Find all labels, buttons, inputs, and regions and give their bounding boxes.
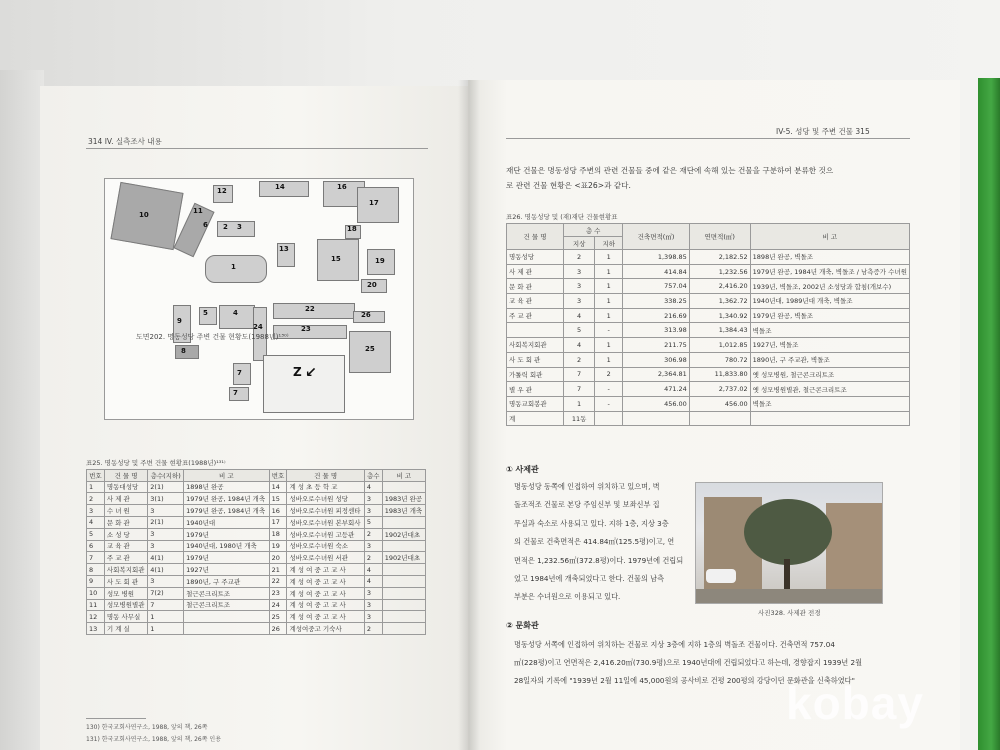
table-cell: 9 [87, 575, 105, 587]
table-cell: 4 [87, 516, 105, 528]
map-label-9: 9 [177, 317, 182, 325]
table-cell [184, 623, 269, 635]
table-cell: 2 [364, 623, 382, 635]
table-row [87, 481, 426, 493]
map-label-10: 10 [139, 211, 149, 219]
table-cell: 2 [364, 528, 382, 540]
table-cell: 1979년 완공, 벽돌조 [750, 308, 909, 323]
table-cell: 3 [148, 575, 184, 587]
table-cell: 4(1) [148, 564, 184, 576]
table26-caption: 표26. 명동성당 및 (재)재단 건물현황표 [506, 213, 618, 221]
table-cell: 14 [269, 481, 287, 493]
table-cell: 11동 [564, 411, 595, 426]
col-header: 층 수 [564, 224, 623, 237]
col-subheader: 지하 [595, 237, 623, 250]
map-label-4: 4 [233, 309, 238, 317]
table-cell: 1 [564, 396, 595, 411]
table-cell: 3 [364, 599, 382, 611]
map-label-5: 5 [203, 309, 208, 317]
text-line: ㎡(228평)이고 연면적은 2,416.20㎡(730.9평)으로 1940년대에 건립되었다고 하는데, 경향잡지 1939년 2월 [514, 658, 863, 667]
building-1 [205, 255, 267, 283]
table-row [507, 279, 910, 294]
footnote-130: 130) 한국교회사연구소, 1988, 앞의 책, 26쪽 [86, 724, 208, 731]
table-cell: 문 화 관 [104, 516, 147, 528]
table-cell: 계 성 초 등 학 교 [287, 481, 364, 493]
col-header: 건 물 명 [287, 470, 364, 482]
table-row [507, 367, 910, 382]
table-cell: 23 [269, 587, 287, 599]
header-rule [86, 148, 428, 149]
intro-line: 로 관련 건물 현황은 <표26>과 같다. [506, 180, 631, 190]
table-row [87, 540, 426, 552]
north-marker: Z [293, 365, 302, 379]
table-cell: 16 [269, 505, 287, 517]
table-cell: 성바오로수녀원 성당 [287, 493, 364, 505]
map-label-19: 19 [375, 257, 385, 265]
tree-trunk [784, 559, 790, 593]
table-cell: 2 [564, 352, 595, 367]
table-cell: 벽돌조 [750, 396, 909, 411]
col-header: 비 고 [382, 470, 425, 482]
building-table-1988 [86, 469, 426, 635]
table-cell: 가톨릭 회관 [507, 367, 564, 382]
table-row [87, 587, 426, 599]
table-row [507, 250, 910, 265]
table-cell: 1979년 완공, 1984년 개축, 벽돌조 / 남측증가 수녀원 [750, 264, 909, 279]
table-cell: 19 [269, 540, 287, 552]
table-cell: 4 [364, 575, 382, 587]
table-row [507, 264, 910, 279]
table-cell: 1983년 완공 [382, 493, 425, 505]
map-caption: 도면202. 명동성당 주변 건물 현황도(1988년)¹³⁰⁾ [136, 333, 289, 341]
table-row [87, 528, 426, 540]
green-book-cover [978, 78, 1000, 750]
table-cell: 1,232.56 [689, 264, 750, 279]
building-8 [175, 345, 199, 359]
col-header: 건축면적(㎡) [623, 224, 690, 250]
table-cell: 1,384.43 [689, 323, 750, 338]
table-row [87, 493, 426, 505]
map-label-2: 2 [223, 223, 228, 231]
table-cell: 8 [87, 564, 105, 576]
col-header: 번호 [269, 470, 287, 482]
table-cell: 성바오로수녀원 본부회사 [287, 516, 364, 528]
table-cell: 7 [564, 382, 595, 397]
table-cell: 사 도 회 관 [104, 575, 147, 587]
map-label-11: 11 [193, 207, 203, 215]
table-cell: 4 [564, 308, 595, 323]
map-label-15: 15 [331, 255, 341, 263]
building-5 [199, 307, 217, 325]
table-row [507, 338, 910, 353]
table-cell: 3 [364, 505, 382, 517]
table-row [87, 623, 426, 635]
table-cell: 757.04 [623, 279, 690, 294]
table-row [87, 552, 426, 564]
table-cell: 7 [564, 367, 595, 382]
table-cell: 2 [87, 493, 105, 505]
table-cell [184, 611, 269, 623]
table-cell: 306.98 [623, 352, 690, 367]
table-cell: 1902년대초 [382, 528, 425, 540]
text-line: 었고 1984년에 개축되었다고 한다. 건물의 남측 [514, 574, 665, 584]
table-cell: 1 [87, 481, 105, 493]
north-arrow-icon: ↙ [305, 365, 317, 381]
table-cell: - [595, 382, 623, 397]
table-cell: 1927년, 벽돌조 [750, 338, 909, 353]
map-label-25: 25 [365, 345, 375, 353]
map-label-20: 20 [367, 281, 377, 289]
table-cell: 계 성 여 중 고 교 사 [287, 599, 364, 611]
table-cell: 2,182.52 [689, 250, 750, 265]
map-label-12: 12 [217, 187, 227, 195]
table-cell: 26 [269, 623, 287, 635]
map-label-13: 13 [279, 245, 289, 253]
table-cell [382, 540, 425, 552]
table-cell: 21 [269, 564, 287, 576]
table-cell: 1902년대초 [382, 552, 425, 564]
map-label-16: 16 [337, 183, 347, 191]
table-cell: 성모병원별관 [104, 599, 147, 611]
table-row [87, 564, 426, 576]
table-cell: 18 [269, 528, 287, 540]
rectory-paragraph [514, 478, 694, 607]
table-row [507, 411, 910, 426]
table-cell: 소 성 당 [104, 528, 147, 540]
table-cell: 성바오로수녀원 고등관 [287, 528, 364, 540]
table-cell: 1890년, 구 주교관, 벽돌조 [750, 352, 909, 367]
table-cell [750, 411, 909, 426]
ground [696, 589, 882, 603]
tree [744, 499, 832, 565]
table-cell: 1 [148, 623, 184, 635]
text-line: 무실과 숙소로 사용되고 있다. 지하 1층, 지상 3층 [514, 518, 669, 528]
map-label-23: 23 [301, 325, 311, 333]
table-cell: 456.00 [689, 396, 750, 411]
table-cell: 2 [364, 552, 382, 564]
table-cell: 사 제 관 [104, 493, 147, 505]
table-cell: 1 [595, 264, 623, 279]
right-page-header: IV-5. 성당 및 주변 건물 315 [776, 127, 870, 136]
table-row [87, 575, 426, 587]
table-cell: 1 [595, 352, 623, 367]
table-cell: 옛 성모병원별관, 철근콘크리트조 [750, 382, 909, 397]
table-cell: 211.75 [623, 338, 690, 353]
table-cell: 주 교 관 [507, 308, 564, 323]
text-line: 28일자의 기록에 "1939년 2월 11일에 45,000원의 공사비로 건평 200평의 강당이던 문화관을 신축하였다" [514, 676, 855, 685]
table-cell [382, 481, 425, 493]
table-row [507, 308, 910, 323]
table-cell: 1939년, 벽돌조, 2002년 소성당과 합침(개보수) [750, 279, 909, 294]
table-row [87, 505, 426, 517]
building-facade [826, 503, 882, 593]
table-cell: 3 [364, 611, 382, 623]
table-cell: 계 성 여 중 고 교 사 [287, 564, 364, 576]
table-row [87, 516, 426, 528]
table-cell: 계 성 여 중 고 교 사 [287, 575, 364, 587]
table-cell: 사 도 회 관 [507, 352, 564, 367]
site-map [104, 178, 414, 420]
building-7b [229, 387, 249, 401]
table-cell: 1898년 완공 [184, 481, 269, 493]
text-line: 명동성당 동쪽에 인접하여 위치하고 있으며, 벽 [514, 482, 660, 491]
table-cell: 교 육 관 [104, 540, 147, 552]
map-label-8: 8 [181, 347, 186, 355]
table-cell: 2 [595, 367, 623, 382]
table-cell: 1 [595, 294, 623, 309]
table-cell: 7 [148, 599, 184, 611]
map-label-22: 22 [305, 305, 315, 313]
table-row [507, 352, 910, 367]
table-cell [595, 411, 623, 426]
table-cell: 1927년 [184, 564, 269, 576]
table-cell: 성바오로수녀원 서관 [287, 552, 364, 564]
section-heading-rectory: ① 사제관 [506, 465, 539, 474]
table-cell: 철근콘크리트조 [184, 587, 269, 599]
col-subheader: 지상 [564, 237, 595, 250]
table-cell: 3 [87, 505, 105, 517]
book-gutter [458, 80, 480, 750]
table-cell [382, 587, 425, 599]
table-cell [689, 411, 750, 426]
intro-paragraph [506, 164, 926, 193]
text-line: 부분은 수녀원으로 이용되고 있다. [514, 592, 621, 602]
table-cell: 3 [564, 279, 595, 294]
table25-caption: 표25. 명동성당 및 주변 건물 현황표(1988년)¹³¹⁾ [86, 459, 226, 467]
intro-line: 재단 건물은 명동성당 주변의 관련 건물들 중에 같은 재단에 속해 있는 건물을 구분하여 분류한 것으 [506, 166, 834, 175]
map-label-17: 17 [369, 199, 379, 207]
table-cell: 1898년 완공, 벽돌조 [750, 250, 909, 265]
table-cell: 계 [507, 411, 564, 426]
text-line: 면적은 1,232.56㎡(372.8평)이다. 1979년에 건립되 [514, 555, 684, 565]
table-cell: 기 계 실 [104, 623, 147, 635]
table-cell: 3(1) [148, 493, 184, 505]
map-label-14: 14 [275, 183, 285, 191]
table-cell: 2(1) [148, 516, 184, 528]
map-label-1: 1 [231, 263, 236, 271]
table-cell: 17 [269, 516, 287, 528]
table-cell: 옛 성모병원, 철근콘크리트조 [750, 367, 909, 382]
table-cell: 사회복지회관 [104, 564, 147, 576]
table-cell: 1,362.72 [689, 294, 750, 309]
table-cell [507, 323, 564, 338]
table-cell: 11 [87, 599, 105, 611]
text-line: 돌조적조 건물로 본당 주임신부 및 보좌신부 집 [514, 500, 660, 510]
table-cell: 성모 병원 [104, 587, 147, 599]
right-page [468, 80, 960, 750]
table-cell: 계 성 여 중 고 교 사 [287, 611, 364, 623]
table-cell: 3 [364, 493, 382, 505]
table-cell: 1983년 개축 [382, 505, 425, 517]
table-cell: 계 성 여 중 고 교 사 [287, 587, 364, 599]
parked-car [706, 569, 736, 583]
table-cell: 6 [87, 540, 105, 552]
col-header: 층수 [364, 470, 382, 482]
left-page [40, 86, 468, 750]
table-cell: 철근콘크리트조 [184, 599, 269, 611]
table-cell: 7(2) [148, 587, 184, 599]
col-header: 번호 [87, 470, 105, 482]
table-cell: 15 [269, 493, 287, 505]
table-cell: 3 [148, 505, 184, 517]
table-cell: 1 [595, 279, 623, 294]
table-cell: 414.84 [623, 264, 690, 279]
table-cell: 313.98 [623, 323, 690, 338]
table-row [507, 323, 910, 338]
col-header: 비 고 [750, 224, 909, 250]
rectory-photo [695, 482, 883, 604]
table-cell: 1890년, 구 주교관 [184, 575, 269, 587]
left-page-header: 314 IV. 실측조사 내용 [88, 137, 162, 146]
map-label-7a: 7 [237, 369, 242, 377]
table-cell: 13 [87, 623, 105, 635]
table-cell: 2 [564, 250, 595, 265]
table-cell: 1940년대, 1980년 개축 [184, 540, 269, 552]
text-line: 의 건물로 건축면적은 414.84㎡(125.5평)이고, 연 [514, 537, 675, 547]
table-cell: 2,416.20 [689, 279, 750, 294]
table-cell: 4 [564, 338, 595, 353]
table-cell: 3 [148, 540, 184, 552]
table-cell [623, 411, 690, 426]
building-7a [233, 363, 251, 385]
table-cell: 216.69 [623, 308, 690, 323]
table-cell: 주 교 관 [104, 552, 147, 564]
map-label-3: 3 [237, 223, 242, 231]
table-cell: 명동교회봉관 [507, 396, 564, 411]
table-cell: 1 [148, 611, 184, 623]
col-header: 비 고 [184, 470, 269, 482]
book-edge [0, 70, 44, 750]
table-cell: 5 [87, 528, 105, 540]
watermark: kobay [786, 677, 924, 729]
table-cell: 문 화 관 [507, 279, 564, 294]
table-cell: 명동 사무실 [104, 611, 147, 623]
table-cell: 수 녀 원 [104, 505, 147, 517]
table-cell: 2(1) [148, 481, 184, 493]
table-row [87, 599, 426, 611]
footnote-131: 131) 한국교회사연구소, 1988, 앞의 책, 26쪽 인용 [86, 736, 222, 743]
map-label-6: 6 [203, 221, 208, 229]
table-cell: 471.24 [623, 382, 690, 397]
photo-caption: 사진328. 사제관 전경 [758, 609, 821, 617]
table-cell [382, 599, 425, 611]
table-cell: 24 [269, 599, 287, 611]
map-label-24: 24 [253, 323, 263, 331]
table-row [507, 382, 910, 397]
text-line: 명동성당 서쪽에 인접하여 위치하는 건물로 지상 3층에 지하 1층의 벽돌조 건물이다. 건축면적 757.04 [514, 640, 835, 649]
table-cell: 22 [269, 575, 287, 587]
table-cell: 계성여중고 기숙사 [287, 623, 364, 635]
table-cell: 교 육 관 [507, 294, 564, 309]
table-row [507, 396, 910, 411]
table-cell: 7 [87, 552, 105, 564]
col-header: 층수(지하) [148, 470, 184, 482]
table-cell: 사회복지회관 [507, 338, 564, 353]
table-cell: 25 [269, 611, 287, 623]
table-cell: 12 [87, 611, 105, 623]
map-label-7b: 7 [233, 389, 238, 397]
table-cell: 1,012.85 [689, 338, 750, 353]
table-cell [382, 623, 425, 635]
table-cell: 1 [595, 338, 623, 353]
footnote-rule [86, 718, 146, 719]
map-label-26: 26 [361, 311, 371, 319]
table-cell: 1940년대 [184, 516, 269, 528]
table-cell: 1,398.85 [623, 250, 690, 265]
table-cell: 10 [87, 587, 105, 599]
table-cell: 사 제 관 [507, 264, 564, 279]
table-cell: 11,833.80 [689, 367, 750, 382]
table-cell: 456.00 [623, 396, 690, 411]
table-cell [382, 575, 425, 587]
col-header: 연면적(㎡) [689, 224, 750, 250]
header-rule [506, 138, 910, 139]
table-cell: 2,737.02 [689, 382, 750, 397]
table-cell: 3 [564, 294, 595, 309]
table-cell: 3 [148, 528, 184, 540]
table-cell: 3 [364, 540, 382, 552]
table-cell: 3 [364, 587, 382, 599]
table-cell: 338.25 [623, 294, 690, 309]
table-cell: 벽돌조 [750, 323, 909, 338]
table-cell: 별 우 관 [507, 382, 564, 397]
building-area-table [506, 223, 910, 426]
col-header: 건 물 명 [507, 224, 564, 250]
table-cell: 780.72 [689, 352, 750, 367]
table-cell [382, 564, 425, 576]
table-cell: 2,364.81 [623, 367, 690, 382]
table-cell: 성바오로수녀원 피정센타 [287, 505, 364, 517]
table-row [507, 294, 910, 309]
section-heading-culture-hall: ② 문화관 [506, 621, 539, 630]
table-cell: 명동대성당 [104, 481, 147, 493]
table-cell: 3 [564, 264, 595, 279]
table-cell: 4(1) [148, 552, 184, 564]
table-cell [382, 516, 425, 528]
table-cell: 1979년 완공, 1984년 개축 [184, 505, 269, 517]
table-cell: 1,340.92 [689, 308, 750, 323]
map-label-18: 18 [347, 225, 357, 233]
table-cell: 명동성당 [507, 250, 564, 265]
table-row [87, 611, 426, 623]
table-cell [382, 611, 425, 623]
table-cell: 4 [364, 564, 382, 576]
table-cell: 1979년 완공, 1984년 개축 [184, 493, 269, 505]
table-cell: 5 [564, 323, 595, 338]
table-cell: - [595, 323, 623, 338]
table-cell: 1979년 [184, 528, 269, 540]
table-cell: 5 [364, 516, 382, 528]
table-cell: 1979년 [184, 552, 269, 564]
table-cell: 성바오로수녀원 숙소 [287, 540, 364, 552]
schoolyard [263, 355, 345, 413]
table-cell: 1940년대, 1989년대 개축, 벽돌조 [750, 294, 909, 309]
table-cell: 1 [595, 308, 623, 323]
table-cell: 4 [364, 481, 382, 493]
table-cell: 20 [269, 552, 287, 564]
table-cell: 1 [595, 250, 623, 265]
table-cell: - [595, 396, 623, 411]
col-header: 건 물 명 [104, 470, 147, 482]
